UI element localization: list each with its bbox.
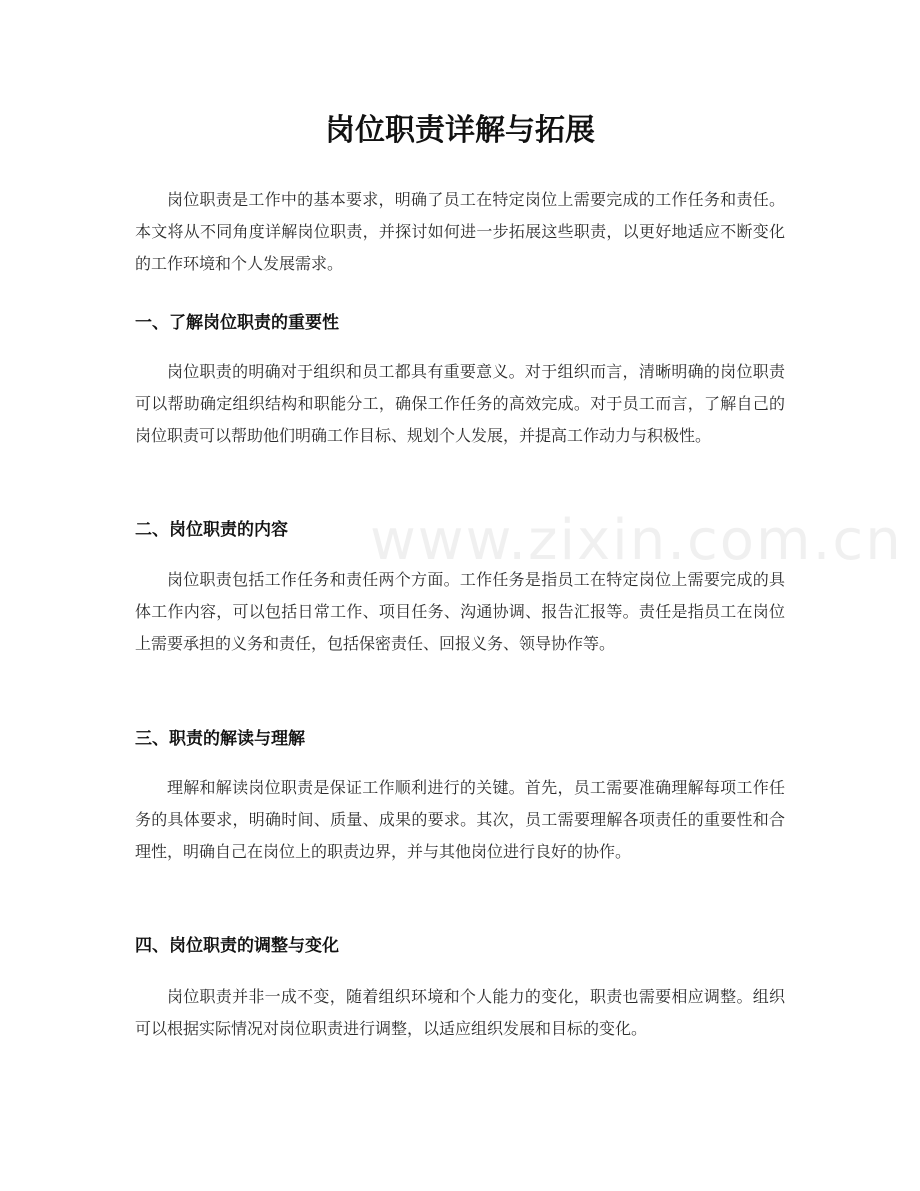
section-3-heading: 三、职责的解读与理解: [135, 729, 305, 749]
section-1-heading: 一、了解岗位职责的重要性: [135, 313, 339, 333]
section-1-body: 岗位职责的明确对于组织和员工都具有重要意义。对于组织而言，清晰明确的岗位职责可以帮助确定组织结构和职能分工，确保工作任务的高效完成。对于员工而言，了解自己的岗位职责可以帮助他们明确工作目标、规划个人发展，并提高工作动力与积极性。: [135, 362, 785, 445]
section-2-heading: 二、岗位职责的内容: [135, 520, 288, 540]
document-title: 岗位职责详解与拓展: [325, 113, 595, 148]
section-3-body: 理解和解读岗位职责是保证工作顺利进行的关键。首先，员工需要准确理解每项工作任务的具体要求，明确时间、质量、成果的要求。其次，员工需要理解各项责任的重要性和合理性，明确自己在岗位上的职责边界，并与其他岗位进行良好的协作。: [135, 778, 785, 861]
intro-paragraph: 岗位职责是工作中的基本要求，明确了员工在特定岗位上需要完成的工作任务和责任。本文将从不同角度详解岗位职责，并探讨如何进一步拓展这些职责，以更好地适应不断变化的工作环境和个人发展需求。: [135, 190, 785, 273]
section-4-body: 岗位职责并非一成不变，随着组织环境和个人能力的变化，职责也需要相应调整。组织可以根据实际情况对岗位职责进行调整，以适应组织发展和目标的变化。: [135, 987, 785, 1038]
watermark: www.zixin.com.cn: [370, 508, 903, 573]
section-4-heading: 四、岗位职责的调整与变化: [135, 936, 339, 956]
section-2-body: 岗位职责包括工作任务和责任两个方面。工作任务是指员工在特定岗位上需要完成的具体工作内容，可以包括日常工作、项目任务、沟通协调、报告汇报等。责任是指员工在岗位上需要承担的义务和责任，包括保密责任、回报义务、领导协作等。: [135, 570, 785, 653]
